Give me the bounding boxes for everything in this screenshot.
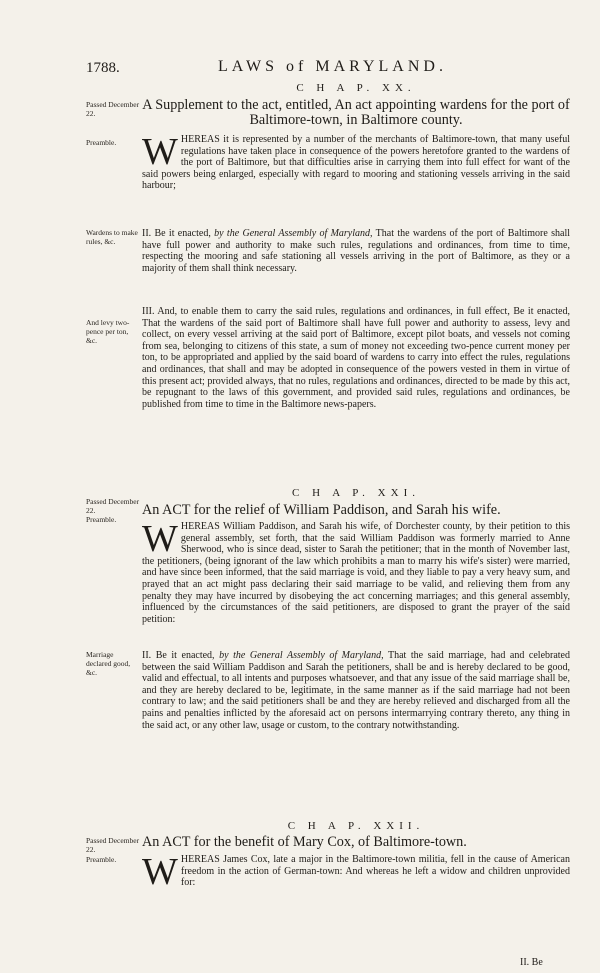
dropcap-22: W: [142, 851, 178, 893]
margin-note-passed-21: Passed December 22.: [86, 497, 140, 515]
margin-note-wardens: Wardens to make rules, &c.: [86, 228, 138, 246]
preamble-text-22: HEREAS James Cox, late a major in the Baltimore-town militia, fell in the cause of American freedom in the action of German-town: And whereas he left a widow and children unprovided for:: [180, 854, 570, 889]
margin-note-preamble-20: Preamble.: [86, 138, 117, 147]
chapter-21-preamble: [142, 518, 570, 625]
margin-note-preamble-21: Preamble.: [86, 515, 117, 524]
margin-note-passed-22: Passed December 22.: [86, 836, 140, 854]
chapter-21-title: An ACT for the relief of William Paddison, and Sarah his wife.: [142, 502, 501, 518]
chapter-22-heading: C H A P. XXII.: [287, 820, 425, 832]
dropcap-20: W: [142, 131, 178, 173]
margin-note-passed-20: Passed December 22.: [86, 100, 140, 118]
margin-note-marriage: Marriage declared good, &c.: [86, 650, 131, 677]
chapter-21-section-2: [142, 650, 570, 731]
chapter-22-title: An ACT for the benefit of Mary Cox, of Baltimore-town.: [142, 834, 467, 850]
dropcap-21: W: [142, 518, 178, 560]
chapter-20-title: A Supplement to the act, entitled, An act appointing wardens for the port of Baltimore-town, in Baltimore county.: [142, 97, 570, 128]
assembly-name: by the General Assembly of Maryland,: [219, 650, 384, 661]
chapter-20-section-3: III. And, to enable them to carry the said rules, regulations and ordinances, in full effect, Be it enacted, That the wardens of the said port of Baltimore shall have full power and authority to assess, levy and collect, on every vessel arriving at the said port of Baltimore, except pilot boats, and vessels not coming from sea, belonging to citizens of this state, a sum of money not exceeding two-pence current money per ton, to be appropriated and applied by the said board of wardens to carry into effect the rules, regulations and ordinances, that shall and may be adopted in consequence of the powers vested in them in virtue of this present act; provided always, that no rules, regulations and ordinances, directed to be made by this act, be repugnant to the laws of this government, and provided said rules, regulations and ordinances, be published from time to time in the Baltimore news-papers.: [142, 306, 570, 410]
section-text: That the wardens of the port of Baltimore shall have full power and authority to make such rules, regulations and ordinances, from time to time, respecting the mooring and safe stationing all vessels arriving in the port of Baltimore, as they or a majority of them shall think necessary.: [142, 228, 571, 274]
chapter-20-section-2: [142, 228, 570, 274]
chapter-20-preamble: [142, 131, 570, 192]
section-text: That the said marriage, had and celebrated between the said William Paddison and Sarah the petitioners, shall be and is hereby declared to be good, valid and effectual, to all intents and purposes whatsoever, and that any issue of the said marriage shall be, and they are hereby declared to be, legitimate, in the same manner as if the said marriage had not been contrary to law; and the said petitioners shall be and they are hereby relieved and discharged from all the pains and penalties inflicted by the aforesaid act on persons intermarrying contrary thereto, any thing in the said act, or any other law, usage or custom, to the contrary notwithstanding.: [142, 650, 570, 731]
margin-note-preamble-22: Preamble.: [86, 855, 117, 864]
running-title: LAWS of MARYLAND.: [218, 58, 447, 75]
chapter-21-heading: C H A P. XXI.: [292, 487, 420, 499]
enacting-clause: II. Be it enacted,: [142, 650, 220, 661]
chapter-20-heading: C H A P. XX.: [296, 82, 416, 94]
page-year: 1788.: [86, 60, 120, 76]
preamble-text-20: HEREAS it is represented by a number of the merchants of Baltimore-town, that many useful regulations have taken place in consequence of the powers heretofore granted to the wardens of the port of Baltimore, but that difficulties arise in carrying them into full effect for want of the said powers being enlarged, especially with regard to mooring and stationing vessels arriving in the said harbour;: [142, 134, 570, 192]
catchword: II. Be: [520, 957, 543, 968]
chapter-22-preamble: [142, 851, 570, 893]
assembly-name: by the General Assembly of Maryland,: [214, 228, 373, 239]
preamble-text-21: HEREAS William Paddison, and Sarah his wife, of Dorchester county, by their petition to this general assembly, set forth, that the said William Paddison was formerly married to Anne Sherwood, who is since dead, sister to Sarah the petitioner; that in the month of November last, the petitioners, (being ignorant of the law which prohibits a man to marry his wife's sister) were married, and have since been informed, that the said marriage is void, and they liable to pay a very heavy sum, and prayed that an act might pass declaring their said marriage to be valid, and relieving them from any penalty they may have incurred by disobeying the act concerning marriages; and this general assembly, influenced by the circumstances of the said petitioners, are disposed to grant the prayer of the said petition:: [142, 521, 570, 625]
margin-note-levy: And levy two-pence per ton, &c.: [86, 318, 130, 345]
enacting-clause: II. Be it enacted,: [142, 228, 215, 239]
